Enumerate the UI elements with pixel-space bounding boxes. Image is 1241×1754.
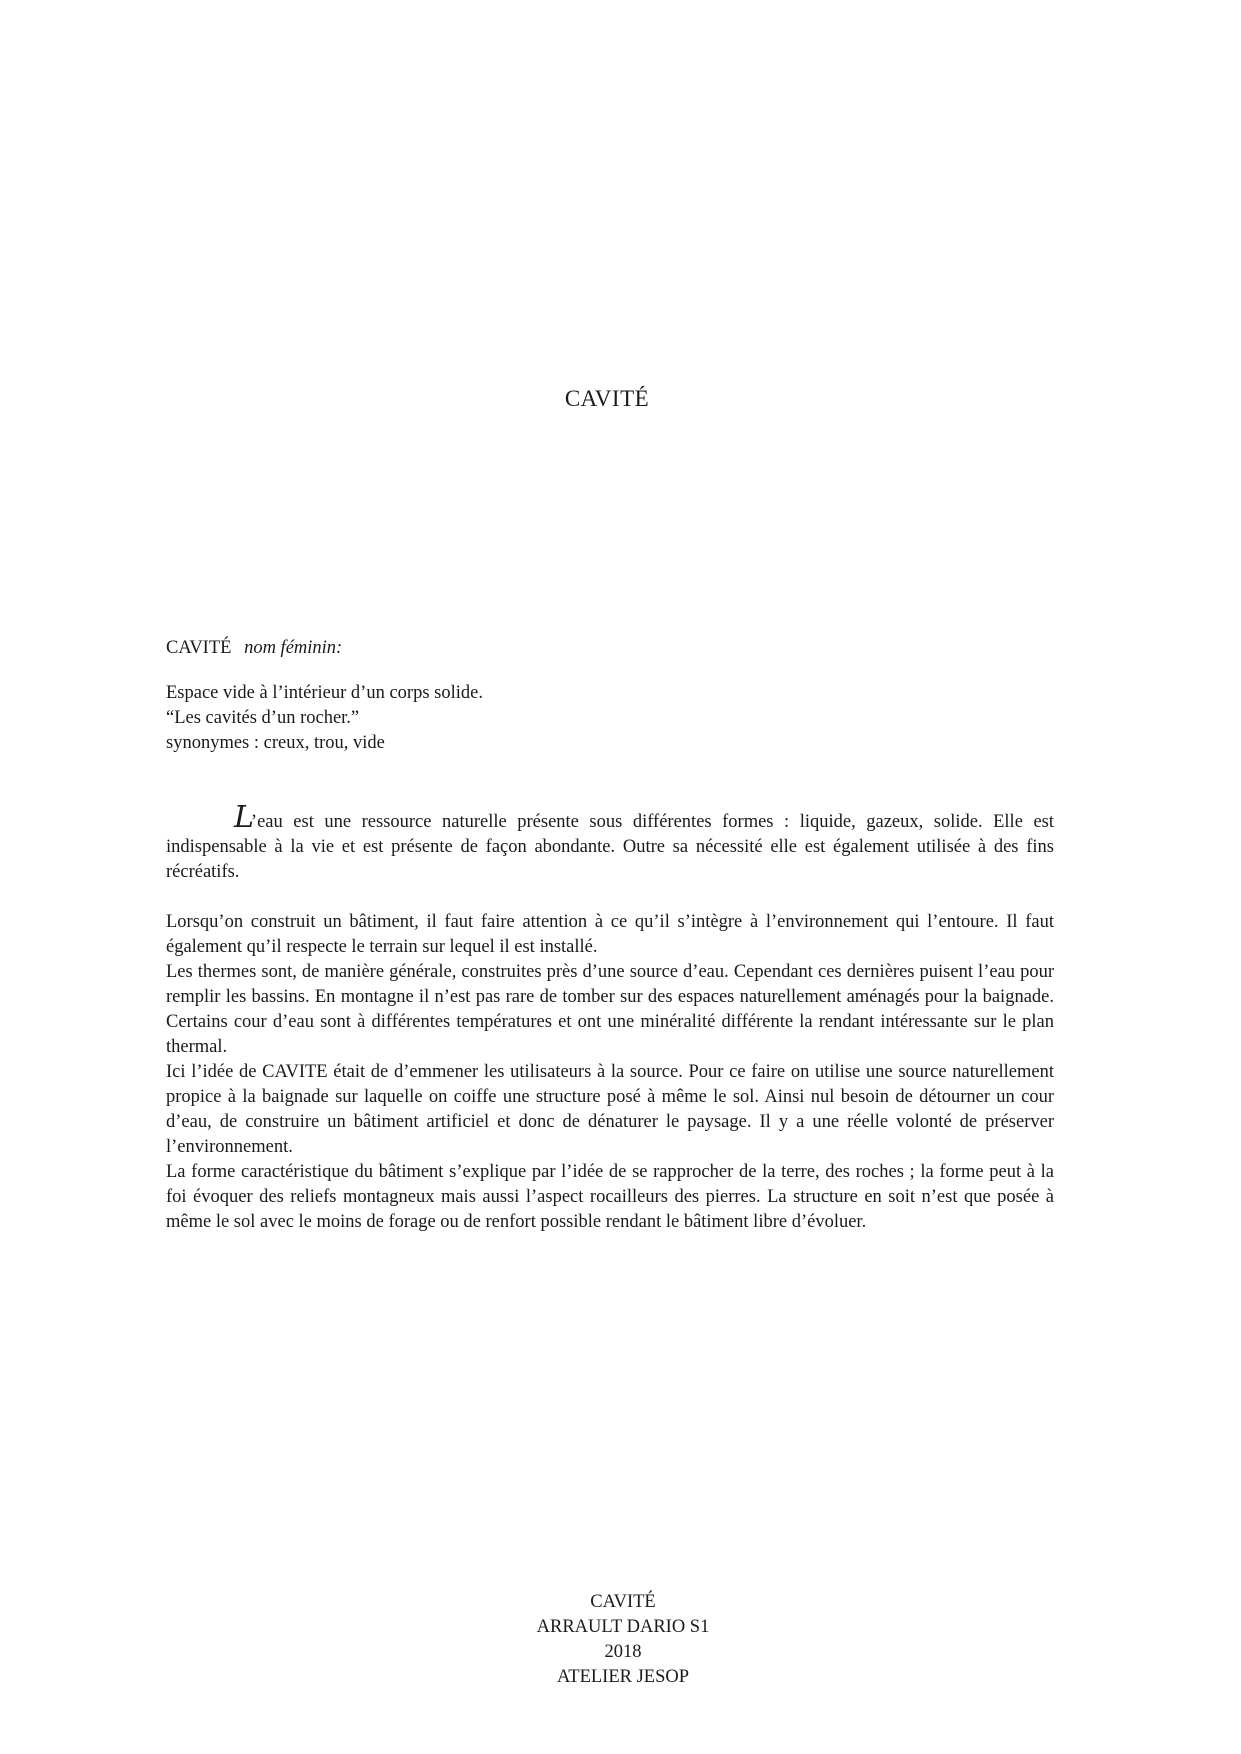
definition-meaning: Espace vide à l’intérieur d’un corps solide.: [166, 683, 483, 703]
paragraph-form: La forme caractéristique du bâtiment s’explique par l’idée de se rapprocher de la terre, des roches ; la forme peut à la foi évoquer des reliefs montagneux mais aussi l’aspect rocailleurs des pierres. La structure en soit n’est que posée à même le sol avec le moins de forage ou de renfort possible rendant le bâtiment libre d’évoluer.: [166, 1162, 1054, 1232]
colophon-author: ARRAULT DARIO S1: [536, 1617, 710, 1637]
definition-term: CAVITÉ: [166, 638, 232, 658]
colophon: [0, 1590, 1241, 1690]
paragraph-intro: L’eau est une ressource naturelle présente sous différentes formes : liquide, gazeux, solide. Elle est indispensable à la vie et est présente de façon abondante. Outre sa nécessité elle est également utilisée à des fins récréatifs.: [166, 800, 1054, 882]
definition-gender: nom féminin:: [244, 638, 343, 658]
paragraph-intro-text: eau est une ressource naturelle présente sous différentes formes : liquide, gazeux, solide. Elle est indispensable à la vie et est présente de façon abondante. Outre sa nécessité elle est également utilisée à des fins récréatifs.: [166, 812, 1054, 882]
body-text: [166, 800, 1054, 1235]
definition-example: “Les cavités d’un rocher.”: [166, 708, 360, 728]
paragraph-concept: Ici l’idée de CAVITE était de d’emmener les utilisateurs à la source. Pour ce faire on utilise une source naturellement propice à la baignade sur laquelle on coiffe une structure posé à même le sol. Ainsi nul besoin de détourner un cour d’eau, de construire un bâtiment artificiel et donc de dénaturer le paysage. Il y a une réelle volonté de préserver l’environnement.: [166, 1062, 1054, 1157]
drop-cap: L: [234, 800, 251, 835]
page-title: CAVITÉ: [564, 386, 650, 411]
definition-term-line: [166, 636, 1066, 661]
paragraph-thermes: Les thermes sont, de manière générale, construites près d’une source d’eau. Cependant ces dernières puisent l’eau pour remplir les bassins. En montagne il n’est pas rare de tomber sur des espaces naturellement aménagés pour la baignade. Certains cour d’eau sont à différentes températures et ont une minéralité différente la rendant intéressante sur le plan thermal.: [166, 962, 1054, 1057]
colophon-project: CAVITÉ: [590, 1592, 656, 1612]
definition-synonyms: synonymes : creux, trou, vide: [166, 733, 385, 753]
definition-block: [166, 636, 1066, 756]
colophon-atelier: ATELIER JESOP: [556, 1667, 690, 1687]
paragraph-integration: Lorsqu’on construit un bâtiment, il faut faire attention à ce qu’il s’intègre à l’environnement qui l’entoure. Il faut également qu’il respecte le terrain sur lequel il est installé.: [166, 912, 1054, 957]
colophon-year: 2018: [604, 1642, 642, 1662]
definition-lines: [166, 681, 1066, 756]
